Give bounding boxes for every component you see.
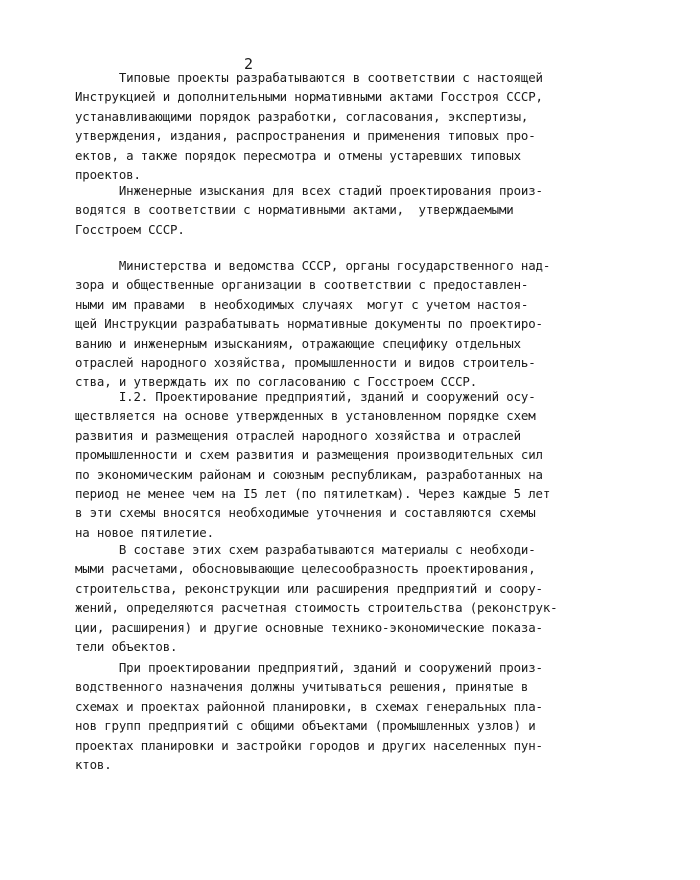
text-line: I.2. Проектирование предприятий, зданий и сооружений осу- — [75, 389, 536, 404]
text-line: период не менее чем на I5 лет (по пятилеткам). Через каждые 5 лет — [75, 486, 551, 502]
paragraph-typical-projects — [75, 68, 543, 184]
text-line: Министерства и ведомства СССР, органы государственного над- — [75, 258, 551, 273]
text-line: тели объектов. — [75, 639, 178, 655]
text-line: Инструкцией и дополнительными нормативными актами Госстроя СССР, — [75, 89, 543, 105]
text-line: водственного назначения должны учитываться решения, принятые в — [75, 679, 529, 695]
text-line: При проектировании предприятий, зданий и сооружений произ- — [75, 660, 543, 675]
text-line: строительства, реконструкции или расширения предприятий и соору- — [75, 580, 543, 596]
text-line: ции, расширения) и другие основные технико-экономические показа- — [75, 619, 543, 635]
paragraph-section-1-2 — [75, 387, 550, 542]
text-line: водятся в соответствии с нормативными актами, утверждаемыми — [75, 202, 514, 218]
text-line: по экономическим районам и союзным республикам, разработанных на — [75, 466, 543, 482]
paragraph-scheme-materials — [75, 540, 557, 656]
text-line: щей Инструкции разрабатывать нормативные документы по проектиро- — [75, 316, 543, 332]
text-line: Госстроем СССР. — [75, 221, 185, 237]
text-line: Инженерные изыскания для всех стадий проектирования произ- — [75, 183, 543, 198]
text-line: ктов. — [75, 757, 112, 773]
text-line: утверждения, издания, распространения и применения типовых про- — [75, 128, 536, 144]
text-line: жений, определяются расчетная стоимость строительства (реконструк- — [75, 600, 558, 616]
text-line: развития и размещения отраслей народного хозяйства и отраслей — [75, 427, 521, 443]
text-line: ществляется на основе утвержденных в установленном порядке схем — [75, 408, 536, 424]
paragraph-engineering-surveys — [75, 181, 543, 239]
text-line: Типовые проекты разрабатываются в соответствии с настоящей — [75, 70, 543, 85]
text-line: проектах планировки и застройки городов и других населенных пун- — [75, 737, 543, 753]
text-line: ства, и утверждать их по согласованию с Госстроем СССР. — [75, 374, 478, 390]
text-line: на новое пятилетие. — [75, 524, 214, 540]
paragraph-ministries — [75, 256, 550, 392]
text-line: ными им правами в необходимых случаях могут с учетом настоя- — [75, 296, 529, 312]
page-number: 2 — [244, 55, 254, 73]
text-line: зора и общественные организации в соответствии с предоставлен- — [75, 277, 529, 293]
text-line: схемах и проектах районной планировки, в схемах генеральных пла- — [75, 698, 543, 714]
paragraph-industrial-design — [75, 658, 543, 774]
text-line: проектов. — [75, 167, 141, 183]
text-line: В составе этих схем разрабатываются материалы с необходи- — [75, 542, 536, 557]
text-line: ектов, а также порядок пересмотра и отмены устаревших типовых — [75, 147, 521, 163]
text-line: в эти схемы вносятся необходимые уточнения и составляются схемы — [75, 505, 536, 521]
text-line: промышленности и схем развития и размещения производительных сил — [75, 447, 543, 463]
text-line: мыми расчетами, обосновывающие целесообразность проектирования, — [75, 561, 536, 577]
text-line: отраслей народного хозяйства, промышленности и видов строитель- — [75, 355, 536, 371]
text-line: нов групп предприятий с общими объектами (промышленных узлов) и — [75, 718, 536, 734]
text-line: устанавливающими порядок разработки, согласования, экспертизы, — [75, 108, 529, 124]
text-line: ванию и инженерным изысканиям, отражающие специфику отдельных — [75, 335, 521, 351]
